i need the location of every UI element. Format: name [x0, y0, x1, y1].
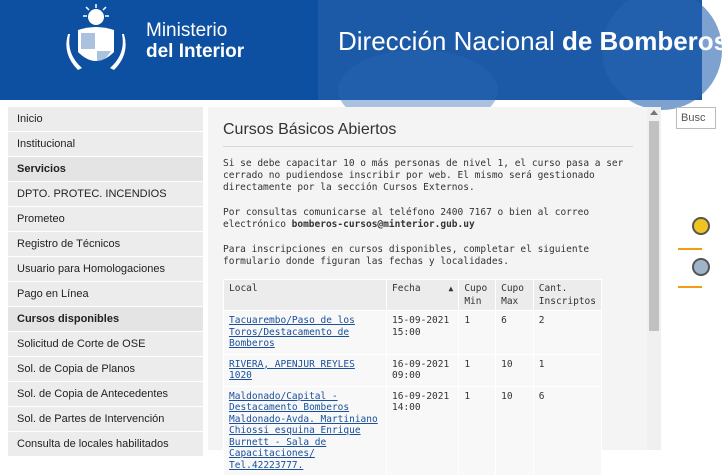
- course-date: 15-09-2021 15:00: [387, 311, 459, 355]
- site-title-bold: de Bomberos: [561, 26, 728, 56]
- sidebar-heading-servicios[interactable]: Servicios: [8, 157, 203, 182]
- table-row: [224, 354, 602, 386]
- site-title: [338, 26, 728, 56]
- instructions-paragraph: Para inscripciones en cursos disponibles, completar el siguiente formulario donde figuran las fechas y localidades.: [223, 244, 590, 268]
- col-header-inscriptos-l1: Cant.: [538, 283, 568, 294]
- course-local-link[interactable]: RIVERA, APENJUR REYLES 1020: [224, 354, 387, 386]
- divider: [678, 286, 702, 288]
- course-inscriptos: 1: [533, 354, 601, 386]
- course-inscriptos: 6: [533, 386, 601, 476]
- sidebar-item-usuario-homologaciones[interactable]: Usuario para Homologaciones: [8, 257, 203, 282]
- sidebar-nav: [8, 107, 203, 457]
- sidebar-heading-cursos-disponibles[interactable]: Cursos disponibles: [8, 307, 203, 332]
- scroll-thumb[interactable]: [649, 121, 659, 331]
- info-paragraph: Si se debe capacitar 10 o más personas de nivel 1, el curso pasa a ser cerrado no pudiendose inscribir por web. El mismo será gestionado directamente por la sección Cursos Externos.: [223, 158, 624, 194]
- site-title-prefix: Dirección Nacional: [338, 26, 562, 56]
- course-cupo-max: 10: [496, 354, 534, 386]
- sidebar-item-institucional[interactable]: Institucional: [8, 132, 203, 157]
- course-cupo-min: 1: [459, 311, 496, 355]
- content-scrollbar[interactable]: [647, 107, 661, 450]
- ministry-name[interactable]: [146, 20, 244, 62]
- contact-email[interactable]: bomberos-cursos@minterior.gub.uy: [291, 219, 475, 231]
- col-header-inscriptos[interactable]: [533, 280, 601, 311]
- sidebar-item-registro-tecnicos[interactable]: Registro de Técnicos: [8, 232, 203, 257]
- col-header-cupo-min[interactable]: [459, 280, 496, 311]
- page-title: Cursos Básicos Abiertos: [223, 121, 397, 138]
- col-header-local-label: Local: [229, 283, 258, 294]
- search-input[interactable]: Busc: [676, 107, 716, 129]
- col-header-inscriptos-l2: Inscriptos: [538, 296, 596, 307]
- course-inscriptos: 2: [533, 311, 601, 355]
- sidebar-item-pago-en-linea[interactable]: Pago en Línea: [8, 282, 203, 307]
- col-header-local[interactable]: [224, 280, 387, 311]
- title-divider: [223, 146, 633, 147]
- ministry-line2: del Interior: [146, 41, 245, 62]
- site-header: [0, 0, 728, 100]
- sidebar-item-prometeo[interactable]: Prometeo: [8, 207, 203, 232]
- coat-of-arms-icon[interactable]: [64, 4, 128, 76]
- scroll-up-arrow-icon[interactable]: [650, 110, 658, 115]
- sidebar-item-inicio[interactable]: Inicio: [8, 107, 203, 132]
- course-cupo-min: 1: [459, 354, 496, 386]
- course-cupo-min: 1: [459, 386, 496, 476]
- course-local-link[interactable]: Maldonado/Capital - Destacamento Bomberos Maldonado-Avda. Martiniano Chiossi esquina Enrique Burnett - Sala de Capacitaciones/ Tel.42223777.: [224, 386, 387, 476]
- col-header-cupo-max-l2: Max: [501, 296, 519, 307]
- gold-badge-icon[interactable]: [692, 217, 710, 235]
- course-date: 16-09-2021 14:00: [387, 386, 459, 476]
- col-header-cupo-max-l1: Cupo: [501, 283, 524, 294]
- col-header-cupo-max[interactable]: [496, 280, 534, 311]
- col-header-fecha[interactable]: [387, 280, 459, 311]
- ministry-line1: Ministerio: [146, 20, 228, 41]
- course-cupo-max: 10: [496, 386, 534, 476]
- divider: [678, 248, 702, 250]
- sidebar-item-copia-antecedentes[interactable]: Sol. de Copia de Antecedentes: [8, 382, 203, 407]
- col-header-cupo-min-l2: Min: [464, 296, 482, 307]
- sidebar-item-copia-planos[interactable]: Sol. de Copia de Planos: [8, 357, 203, 382]
- col-header-fecha-label: Fecha: [392, 283, 421, 294]
- sort-asc-icon: ▲: [448, 284, 454, 293]
- main-content: [208, 107, 661, 471]
- course-date: 16-09-2021 09:00: [387, 354, 459, 386]
- sidebar-item-locales-habilitados[interactable]: Consulta de locales habilitados: [8, 432, 203, 457]
- contact-text: Por consultas comunicarse al teléfono 2400 7167 o bien al correo electrónico: [223, 207, 590, 231]
- sidebar-item-partes-intervencion[interactable]: Sol. de Partes de Intervención: [8, 407, 203, 432]
- table-row: [224, 386, 602, 476]
- seal-badge-icon[interactable]: [692, 258, 710, 276]
- contact-paragraph: [223, 207, 633, 231]
- sidebar-item-dpto-protec-incendios[interactable]: DPTO. PROTEC. INCENDIOS: [8, 182, 203, 207]
- col-header-cupo-min-l1: Cupo: [464, 283, 488, 294]
- courses-table: [223, 279, 602, 476]
- table-row: [224, 311, 602, 355]
- course-cupo-max: 6: [496, 311, 534, 355]
- course-local-link[interactable]: Tacuarembo/Paso de los Toros/Destacamento de Bomberos: [224, 311, 387, 355]
- sidebar-item-corte-ose[interactable]: Solicitud de Corte de OSE: [8, 332, 203, 357]
